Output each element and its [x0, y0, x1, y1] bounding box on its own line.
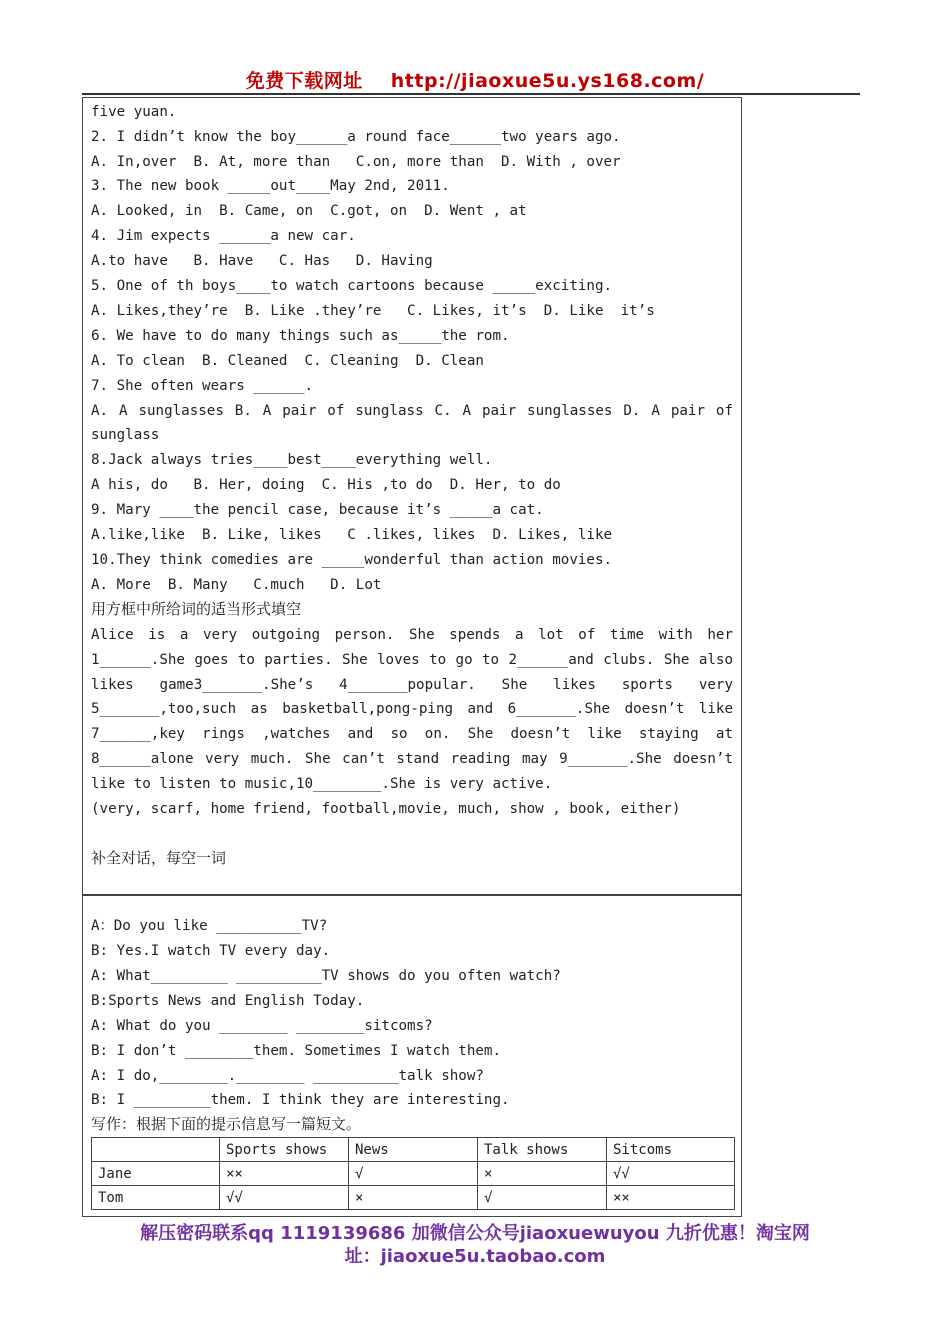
question-line: 8.Jack always tries____best____everything well.	[91, 452, 493, 468]
table-cell: ××	[607, 1186, 735, 1210]
dialogue-line: B: I _________them. I think they are interesting.	[91, 1092, 510, 1108]
table-header-cell: News	[349, 1138, 478, 1162]
table-cell: √	[349, 1162, 478, 1186]
table-cell: Jane	[92, 1162, 220, 1186]
question-line: five yuan.	[91, 104, 177, 120]
question-line: A. Looked, in B. Came, on C.got, on D. Went , at	[91, 203, 527, 219]
question-line: 6. We have to do many things such as_____the rom.	[91, 328, 510, 344]
question-line: A. In,over B. At, more than C.on, more than D. With , over	[91, 154, 621, 170]
table-cell: √√	[607, 1162, 735, 1186]
question-line: 9. Mary ____the pencil case, because it’s _____a cat.	[91, 502, 544, 518]
question-line: 2. I didn’t know the boy______a round face______two years ago.	[91, 129, 621, 145]
table-header-cell: Sitcoms	[607, 1138, 735, 1162]
dialogue-line: B: Yes.I watch TV every day.	[91, 943, 331, 959]
table-header-cell	[92, 1138, 220, 1162]
question-line: A.to have B. Have C. Has D. Having	[91, 253, 433, 269]
table-header-row	[92, 1138, 735, 1162]
header-cn: 免费下载网址	[245, 70, 363, 92]
word-box: (very, scarf, home friend, football,movie, much, show , book, either)	[91, 801, 681, 817]
table-cell: ××	[220, 1162, 349, 1186]
question-line: A his, do B. Her, doing C. His ,to do D. Her, to do	[91, 477, 561, 493]
question-line: A. Likes,they’re B. Like .they’re C. Likes, it’s D. Like it’s	[91, 303, 655, 319]
question-line: 10.They think comedies are _____wonderful than action movies.	[91, 552, 613, 568]
table-row	[92, 1186, 735, 1210]
table-header-cell: Sports shows	[220, 1138, 349, 1162]
writing-title: 写作：根据下面的提示信息写一篇短文。	[91, 1115, 362, 1133]
footer-line-2: 址：jiaoxue5u.taobao.com	[344, 1246, 606, 1267]
question-line: A. A sunglasses B. A pair of sunglass C. A pair sunglasses D. A pair of	[91, 403, 733, 419]
passage-line: Alice is a very outgoing person. She spends a lot of time with her	[91, 627, 733, 643]
dialogue-line: A: What do you ________ ________sitcoms?	[91, 1018, 433, 1034]
header-rule	[82, 93, 860, 95]
fill-in-title: 用方框中所给词的适当形式填空	[91, 600, 302, 618]
dialogue-line: A: What_________ __________TV shows do you often watch?	[91, 968, 561, 984]
dialogue-line: B: I don’t ________them. Sometimes I watch them.	[91, 1043, 501, 1059]
passage-line: 7______,key rings ,watches and so on. She doesn’t like staying at	[91, 726, 733, 742]
page-header	[0, 66, 950, 93]
question-line: 4. Jim expects ______a new car.	[91, 228, 356, 244]
passage-line: likes game3_______.She’s 4_______popular. She likes sports very	[91, 677, 733, 693]
question-line: A. To clean B. Cleaned C. Cleaning D. Clean	[91, 353, 484, 369]
table-cell: ×	[478, 1162, 607, 1186]
question-line: sunglass	[91, 427, 160, 443]
passage-line: 5_______,too,such as basketball,pong-ping and 6_______.She doesn’t like	[91, 701, 733, 717]
question-line: 5. One of th boys____to watch cartoons because _____exciting.	[91, 278, 613, 294]
dialogue-title: 补全对话，每空一词	[91, 849, 227, 867]
table-row	[92, 1162, 735, 1186]
dialogue-line: B:Sports News and English Today.	[91, 993, 365, 1009]
table-header-cell: Talk shows	[478, 1138, 607, 1162]
question-line: A. More B. Many C.much D. Lot	[91, 577, 382, 593]
question-line: 3. The new book _____out____May 2nd, 2011.	[91, 178, 450, 194]
table-cell: Tom	[92, 1186, 220, 1210]
passage-line: 8______alone very much. She can’t stand reading may 9_______.She doesn’t	[91, 751, 733, 767]
header-url-link[interactable]: http://jiaoxue5u.ys168.com/	[390, 70, 705, 92]
question-line: A.like,like B. Like, likes C .likes, likes D. Likes, like	[91, 527, 613, 543]
question-line: 7. She often wears ______.	[91, 378, 314, 394]
passage-line: 1______.She goes to parties. She loves to go to 2______and clubs. She also	[91, 652, 733, 668]
table-cell: √√	[220, 1186, 349, 1210]
dialogue-line: A: I do,________.________ __________talk show?	[91, 1068, 484, 1084]
tv-preference-table	[91, 1137, 735, 1210]
dialogue-line: A：Do you like __________TV?	[91, 918, 328, 934]
table-cell: ×	[349, 1186, 478, 1210]
table-cell: √	[478, 1186, 607, 1210]
footer-line-1: 解压密码联系qq 1119139686 加微信公众号jiaoxuewuyou 九折优惠！淘宝网	[140, 1223, 810, 1244]
passage-line: like to listen to music,10________.She is very active.	[91, 776, 553, 792]
